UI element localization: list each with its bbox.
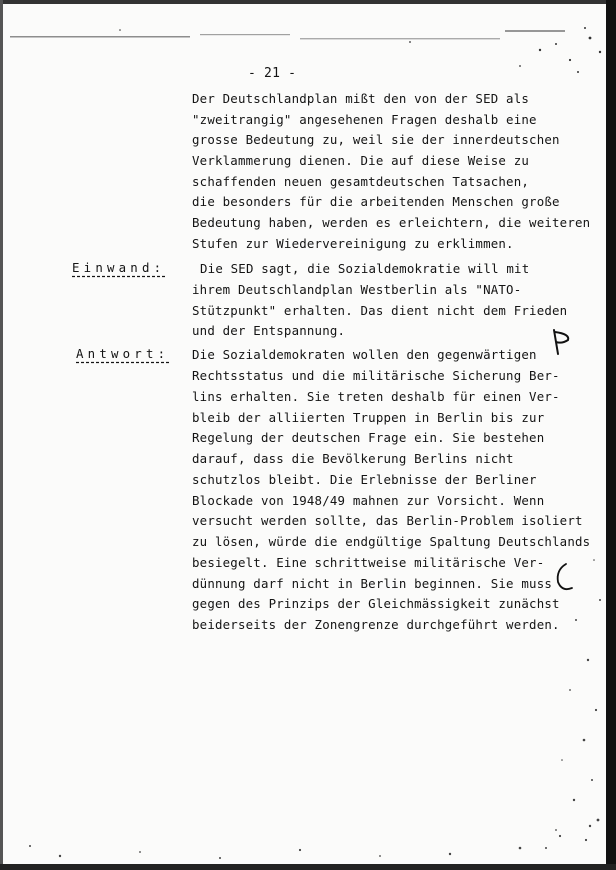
- text-line: versucht werden sollte, das Berlin-Problem isoliert: [192, 513, 583, 528]
- page-number: - 21 -: [248, 66, 297, 81]
- text-line: besiegelt. Eine schrittweise militärische Ver-: [192, 555, 545, 570]
- text-line: Bedeutung haben, werden es erleichtern, die weiteren: [192, 215, 591, 230]
- text-line: Der Deutschlandplan mißt den von der SED als: [192, 91, 530, 106]
- scan-noise-bottom: [0, 806, 616, 866]
- text-line: Die SED sagt, die Sozialdemokratie will mit: [200, 261, 530, 276]
- text-line: schutzlos bleibt. Die Erlebnisse der Berliner: [192, 472, 537, 487]
- margin-loop-mark: [552, 560, 582, 596]
- antwort-label: Antwort:: [76, 346, 170, 361]
- scan-border-bottom: [0, 864, 616, 870]
- text-line: Blockade von 1948/49 mahnen zur Vorsicht. Wenn: [192, 493, 545, 508]
- text-line: beiderseits der Zonengrenze durchgeführt werden.: [192, 617, 560, 632]
- text-line: Rechtsstatus und die militärische Sicherung Ber-: [192, 368, 560, 383]
- text-line: Verklammerung dienen. Die auf diese Weise zu: [192, 153, 530, 168]
- text-line: Stützpunkt" erhalten. Das dient nicht dem Frieden: [192, 303, 568, 318]
- margin-arrow-mark: [548, 328, 578, 358]
- scan-noise-top: [0, 0, 616, 80]
- text-line: darauf, dass die Bevölkerung Berlins nicht: [192, 451, 514, 466]
- text-line: Die Sozialdemokraten wollen den gegenwärtigen: [192, 347, 537, 362]
- text-line: dünnung darf nicht in Berlin beginnen. Sie muss: [192, 576, 553, 591]
- text-line: ihrem Deutschlandplan Westberlin als "NATO-: [192, 282, 522, 297]
- text-line: schaffenden neuen gesamtdeutschen Tatsachen,: [192, 174, 530, 189]
- text-line: gegen des Prinzips der Gleichmässigkeit zunächst: [192, 596, 560, 611]
- text-line: Regelung der deutschen Frage ein. Sie bestehen: [192, 430, 545, 445]
- text-line: und der Entspannung.: [192, 323, 346, 338]
- text-line: "zweitrangig" angesehenen Fragen deshalb eine: [192, 112, 537, 127]
- text-line: Stufen zur Wiedervereinigung zu erklimmen.: [192, 236, 514, 251]
- text-line: die besonders für die arbeitenden Menschen große: [192, 194, 560, 209]
- einwand-label: Einwand:: [72, 260, 166, 275]
- text-line: grosse Bedeutung zu, weil sie der innerdeutschen: [192, 132, 560, 147]
- scan-border-left: [0, 0, 3, 870]
- scan-border-right: [606, 0, 616, 870]
- text-line: lins erhalten. Sie treten deshalb für einen Ver-: [192, 389, 560, 404]
- text-line: bleib der alliierten Truppen in Berlin bis zur: [192, 410, 545, 425]
- scan-border-top: [0, 0, 616, 4]
- text-line: zu lösen, würde die endgültige Spaltung Deutschlands: [192, 534, 591, 549]
